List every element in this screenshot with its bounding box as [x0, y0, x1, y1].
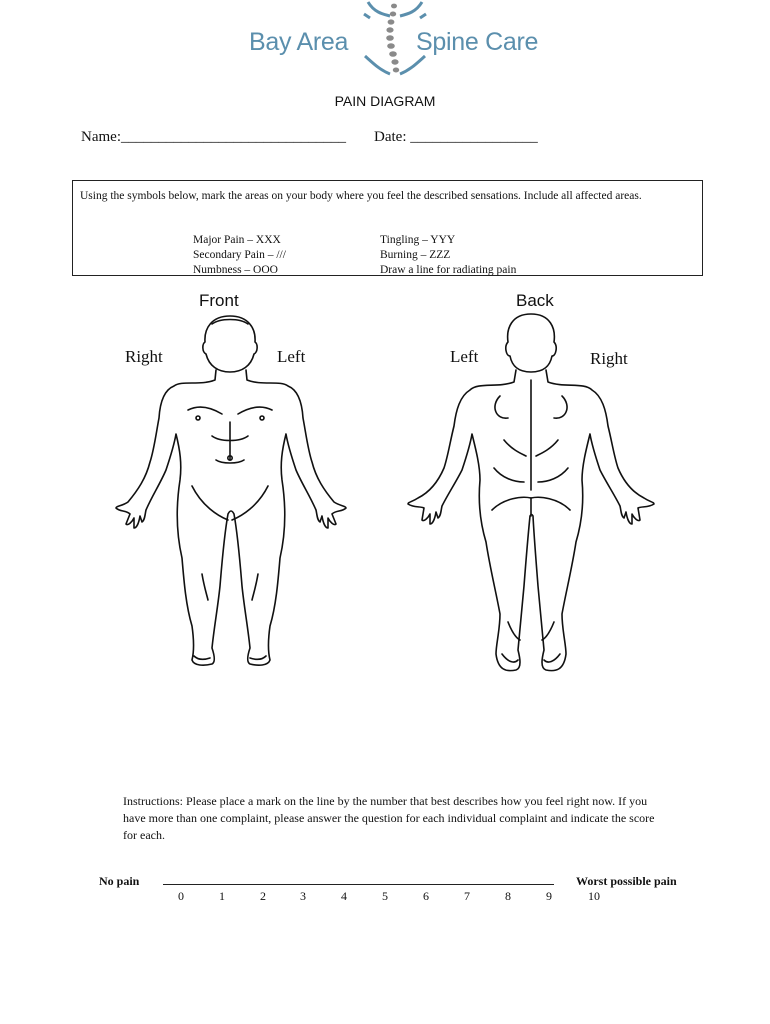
logo-text-right: Spine Care	[416, 28, 539, 56]
scale-number[interactable]: 3	[300, 889, 306, 903]
pain-scale-line[interactable]	[163, 884, 554, 885]
back-view-title: Back	[516, 291, 554, 310]
scale-max-label: Worst possible pain	[576, 874, 677, 888]
symbol-major-pain: Major Pain – XXX	[193, 234, 281, 246]
scale-number[interactable]: 0	[178, 889, 184, 903]
symbol-numbness: Numbness – OOO	[193, 264, 278, 276]
symbol-radiating: Draw a line for radiating pain	[380, 264, 517, 276]
symbol-legend-right	[380, 233, 516, 278]
scale-number[interactable]: 8	[505, 889, 511, 903]
scale-number[interactable]: 2	[260, 889, 266, 903]
front-left-label: Left	[277, 347, 306, 366]
scale-number[interactable]: 4	[341, 889, 347, 903]
clinic-logo	[240, 0, 550, 82]
scale-instructions: Instructions: Please place a mark on the line by the number that best describes how you feel right now. If you have more than one complaint, please answer the question for each individual complaint and indicate the score for each.	[123, 794, 655, 842]
front-view-title: Front	[199, 291, 239, 310]
symbol-burning: Burning – ZZZ	[380, 249, 451, 261]
front-right-label: Right	[125, 347, 163, 366]
back-body-diagram[interactable]	[404, 310, 658, 680]
scale-number[interactable]: 9	[546, 889, 552, 903]
scale-number[interactable]: 7	[464, 889, 470, 903]
symbol-legend-left	[193, 233, 286, 278]
scale-number[interactable]: 10	[588, 889, 600, 903]
scale-min-label: No pain	[99, 874, 140, 888]
page-title: PAIN DIAGRAM	[334, 93, 436, 109]
date-field[interactable]: Date: _________________	[374, 129, 538, 145]
back-right-label: Right	[590, 349, 628, 368]
scale-number[interactable]: 5	[382, 889, 388, 903]
back-left-label: Left	[450, 347, 479, 366]
symbol-secondary-pain: Secondary Pain – ///	[193, 249, 286, 261]
symbol-tingling: Tingling – YYY	[380, 234, 456, 246]
scale-number[interactable]: 6	[423, 889, 429, 903]
name-field[interactable]: Name:______________________________	[81, 129, 346, 145]
instructions-text: Using the symbols below, mark the areas on your body where you feel the described sensations. Include all affected areas.	[80, 190, 642, 202]
logo-text-left: Bay Area	[249, 28, 349, 56]
front-body-diagram[interactable]	[112, 310, 348, 680]
scale-number[interactable]: 1	[219, 889, 225, 903]
